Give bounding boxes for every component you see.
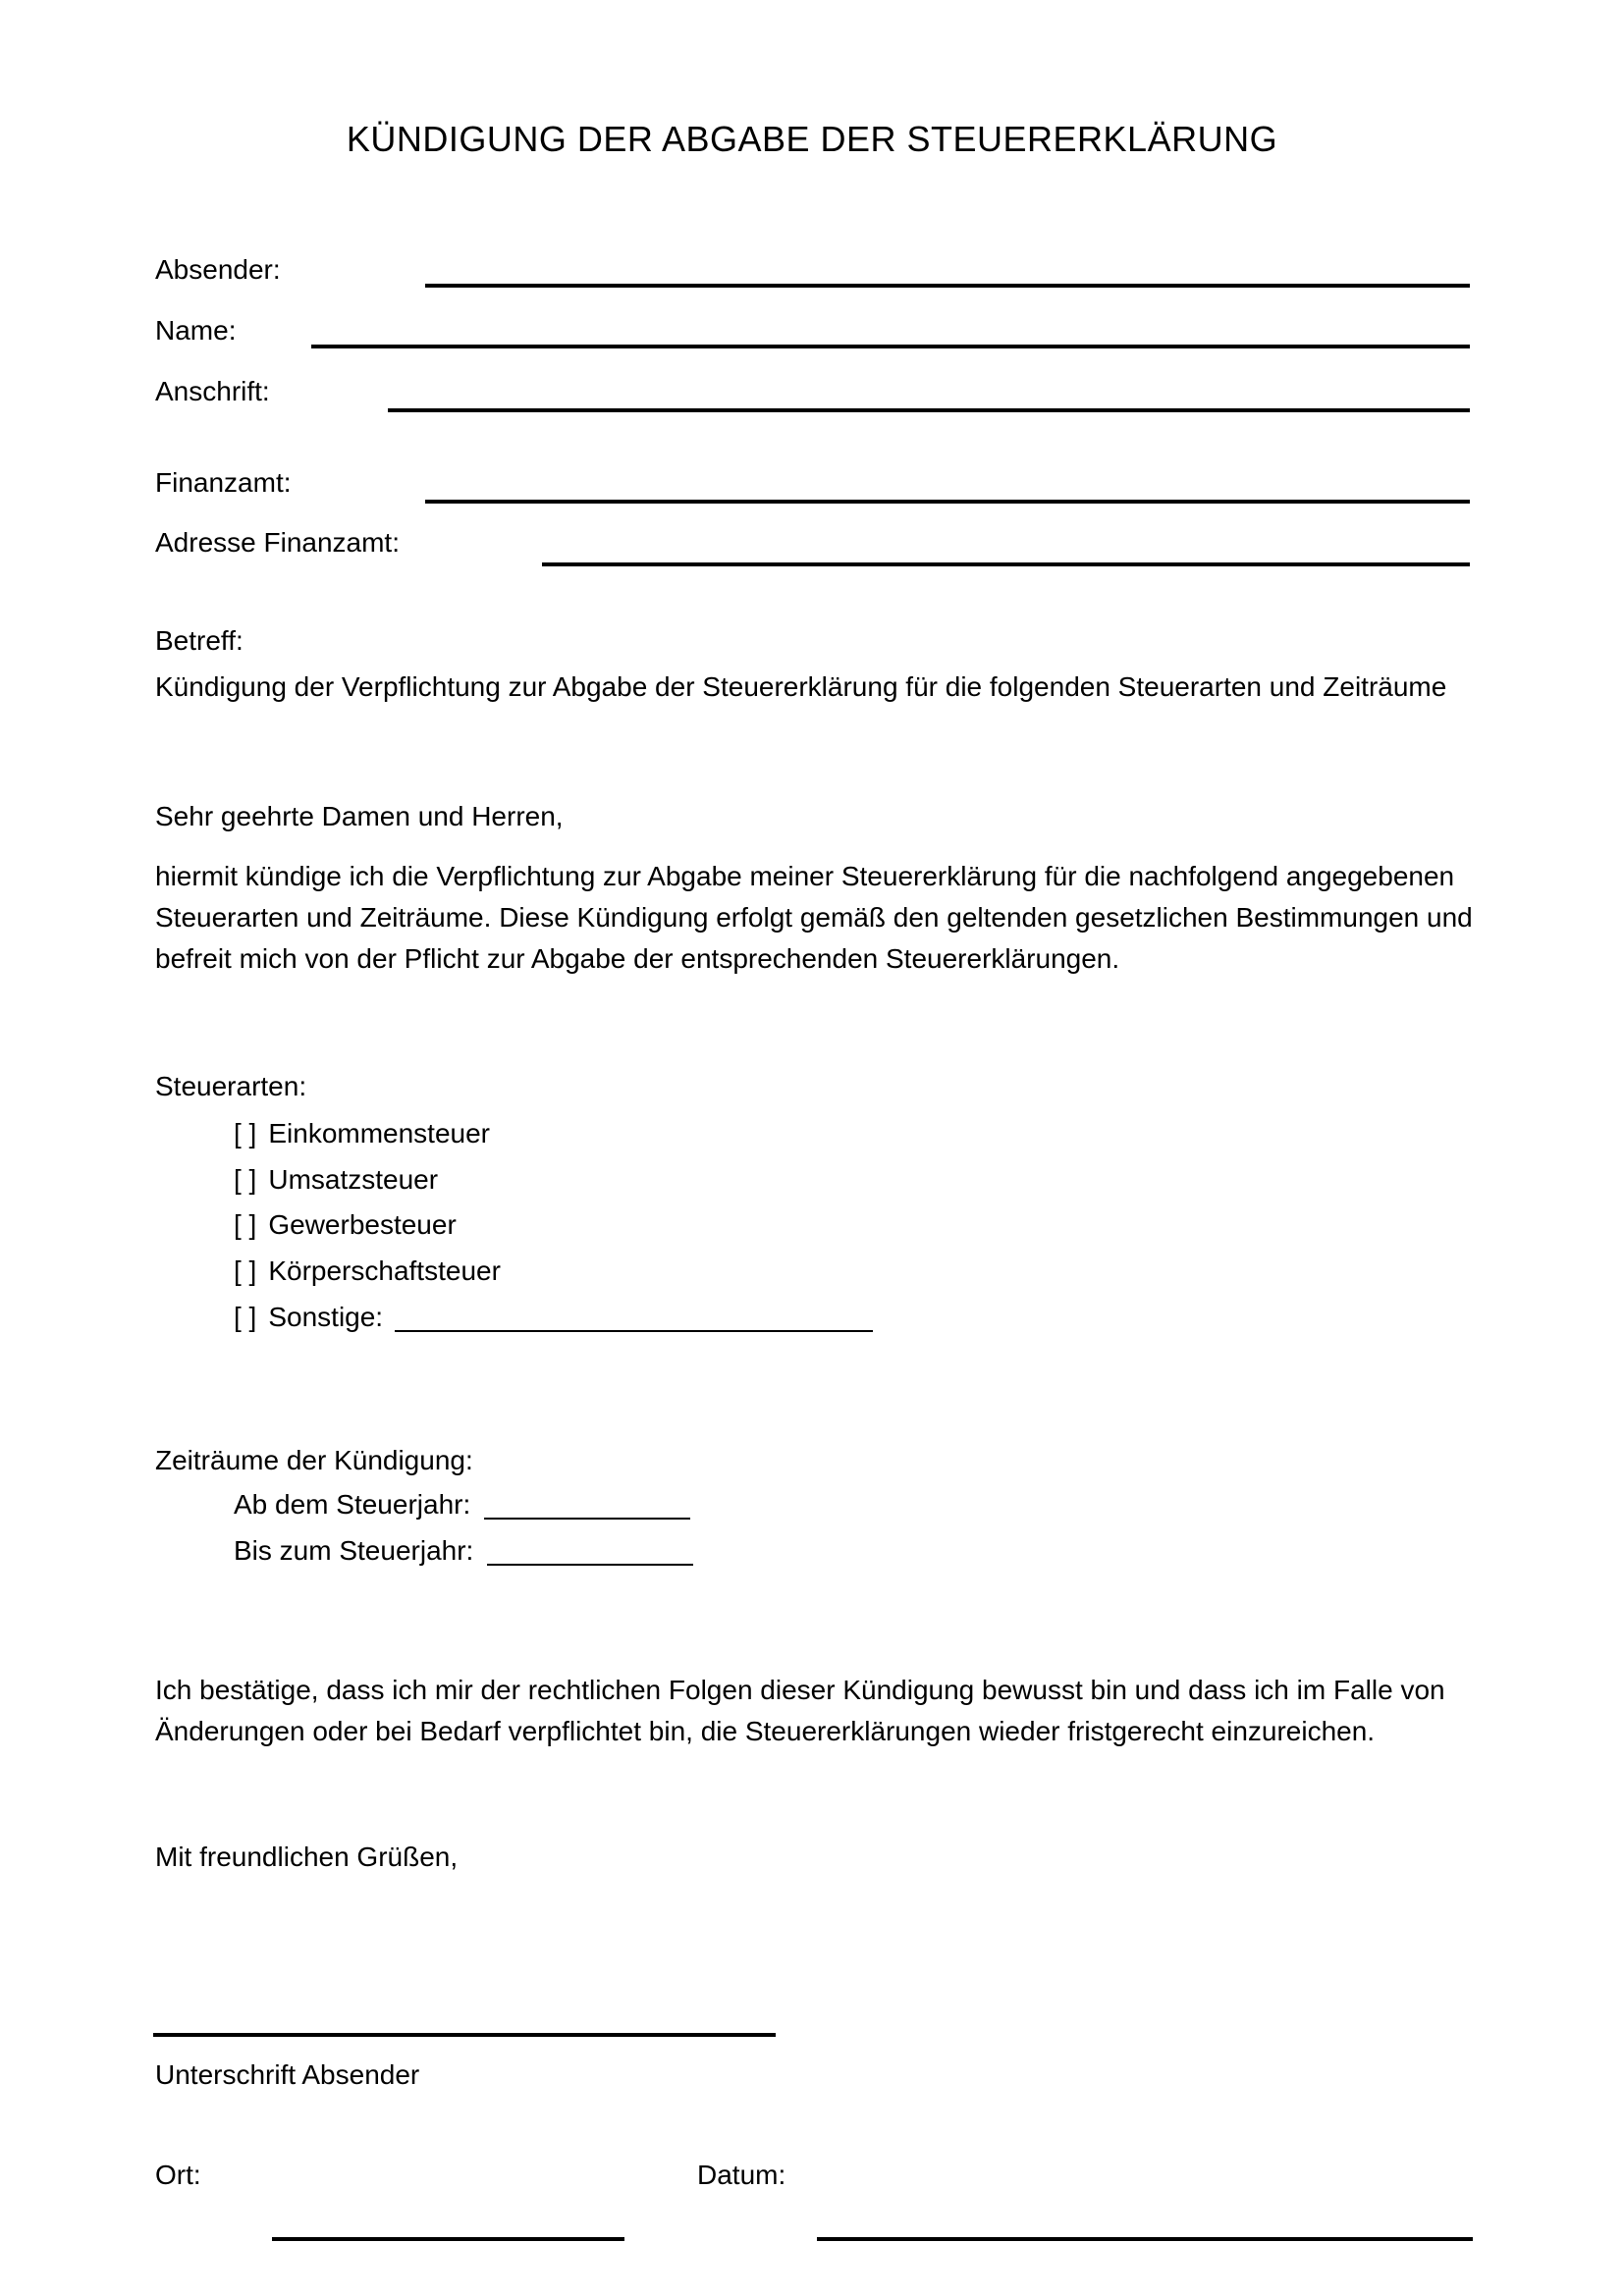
steuerart-row-umsatzsteuer xyxy=(234,1166,438,1194)
page-title: KÜNDIGUNG DER ABGABE DER STEUERERKLÄRUNG xyxy=(346,119,1278,159)
adresse-finanzamt-input-line[interactable] xyxy=(542,562,1470,566)
checkbox-label: Einkommensteuer xyxy=(268,1118,490,1148)
checkbox-label: Gewerbesteuer xyxy=(268,1209,457,1240)
signature-caption: Unterschrift Absender xyxy=(155,2059,420,2090)
datum-input-line[interactable] xyxy=(817,2237,1473,2241)
ort-label: Ort: xyxy=(155,2160,201,2190)
adresse-finanzamt-label: Adresse Finanzamt: xyxy=(155,527,400,558)
steuerarten-heading: Steuerarten: xyxy=(155,1071,307,1101)
checkbox-label: Umsatzsteuer xyxy=(268,1164,439,1195)
steuerart-row-koerperschaftsteuer xyxy=(234,1257,501,1285)
body-line: befreit mich von der Pflicht zur Abgabe der entsprechenden Steuererklärungen. xyxy=(155,943,1120,974)
checkbox-sonstige[interactable]: [ ] xyxy=(234,1302,257,1332)
to-year-input-line[interactable] xyxy=(487,1562,693,1566)
name-label: Name: xyxy=(155,315,237,346)
from-year-input-line[interactable] xyxy=(484,1516,690,1520)
confirmation-paragraph xyxy=(155,1670,1445,1752)
betreff-label: Betreff: xyxy=(155,625,244,656)
checkbox-label: Körperschaftsteuer xyxy=(268,1255,501,1286)
anschrift-label: Anschrift: xyxy=(155,376,270,406)
checkbox-umsatzsteuer[interactable]: [ ] xyxy=(234,1164,257,1195)
sonstige-label: Sonstige: xyxy=(268,1302,384,1332)
name-input-line[interactable] xyxy=(311,345,1470,348)
betreff-subject: Kündigung der Verpflichtung zur Abgabe der Steuererklärung für die folgenden Steuerarten und Zeiträume xyxy=(155,671,1447,702)
signature-line[interactable] xyxy=(153,2033,776,2037)
confirmation-line: Ich bestätige, dass ich mir der rechtlichen Folgen dieser Kündigung bewusst bin und dass ich im Falle von xyxy=(155,1675,1445,1705)
confirmation-line: Änderungen oder bei Bedarf verpflichtet bin, die Steuererklärungen wieder fristgerecht einzureichen. xyxy=(155,1716,1376,1746)
closing: Mit freundlichen Grüßen, xyxy=(155,1842,459,1872)
datum-label: Datum: xyxy=(697,2160,786,2190)
checkbox-einkommensteuer[interactable]: [ ] xyxy=(234,1118,257,1148)
finanzamt-input-line[interactable] xyxy=(425,500,1470,504)
from-label: Ab dem Steuerjahr: xyxy=(234,1489,471,1520)
anschrift-input-line[interactable] xyxy=(388,408,1470,412)
zeitraum-to-row xyxy=(234,1537,693,1566)
checkbox-gewerbesteuer[interactable]: [ ] xyxy=(234,1209,257,1240)
steuerart-row-sonstige xyxy=(234,1304,873,1332)
to-label: Bis zum Steuerjahr: xyxy=(234,1535,474,1566)
body-line: hiermit kündige ich die Verpflichtung zur Abgabe meiner Steuererklärung für die nachfolgend angegebenen xyxy=(155,861,1455,891)
steuerart-row-einkommensteuer xyxy=(234,1120,490,1148)
zeitraeume-heading: Zeiträume der Kündigung: xyxy=(155,1445,473,1475)
body-paragraph xyxy=(155,856,1473,980)
sonstige-input-line[interactable] xyxy=(395,1328,873,1332)
absender-label: Absender: xyxy=(155,254,281,285)
greeting: Sehr geehrte Damen und Herren, xyxy=(155,801,564,831)
steuerart-row-gewerbesteuer xyxy=(234,1211,457,1239)
finanzamt-label: Finanzamt: xyxy=(155,467,292,498)
body-line: Steuerarten und Zeiträume. Diese Kündigung erfolgt gemäß den geltenden gesetzlichen Bestimmungen und xyxy=(155,902,1473,933)
zeitraum-from-row xyxy=(234,1491,690,1520)
ort-input-line[interactable] xyxy=(272,2237,624,2241)
absender-input-line[interactable] xyxy=(425,284,1470,288)
checkbox-koerperschaftsteuer[interactable]: [ ] xyxy=(234,1255,257,1286)
